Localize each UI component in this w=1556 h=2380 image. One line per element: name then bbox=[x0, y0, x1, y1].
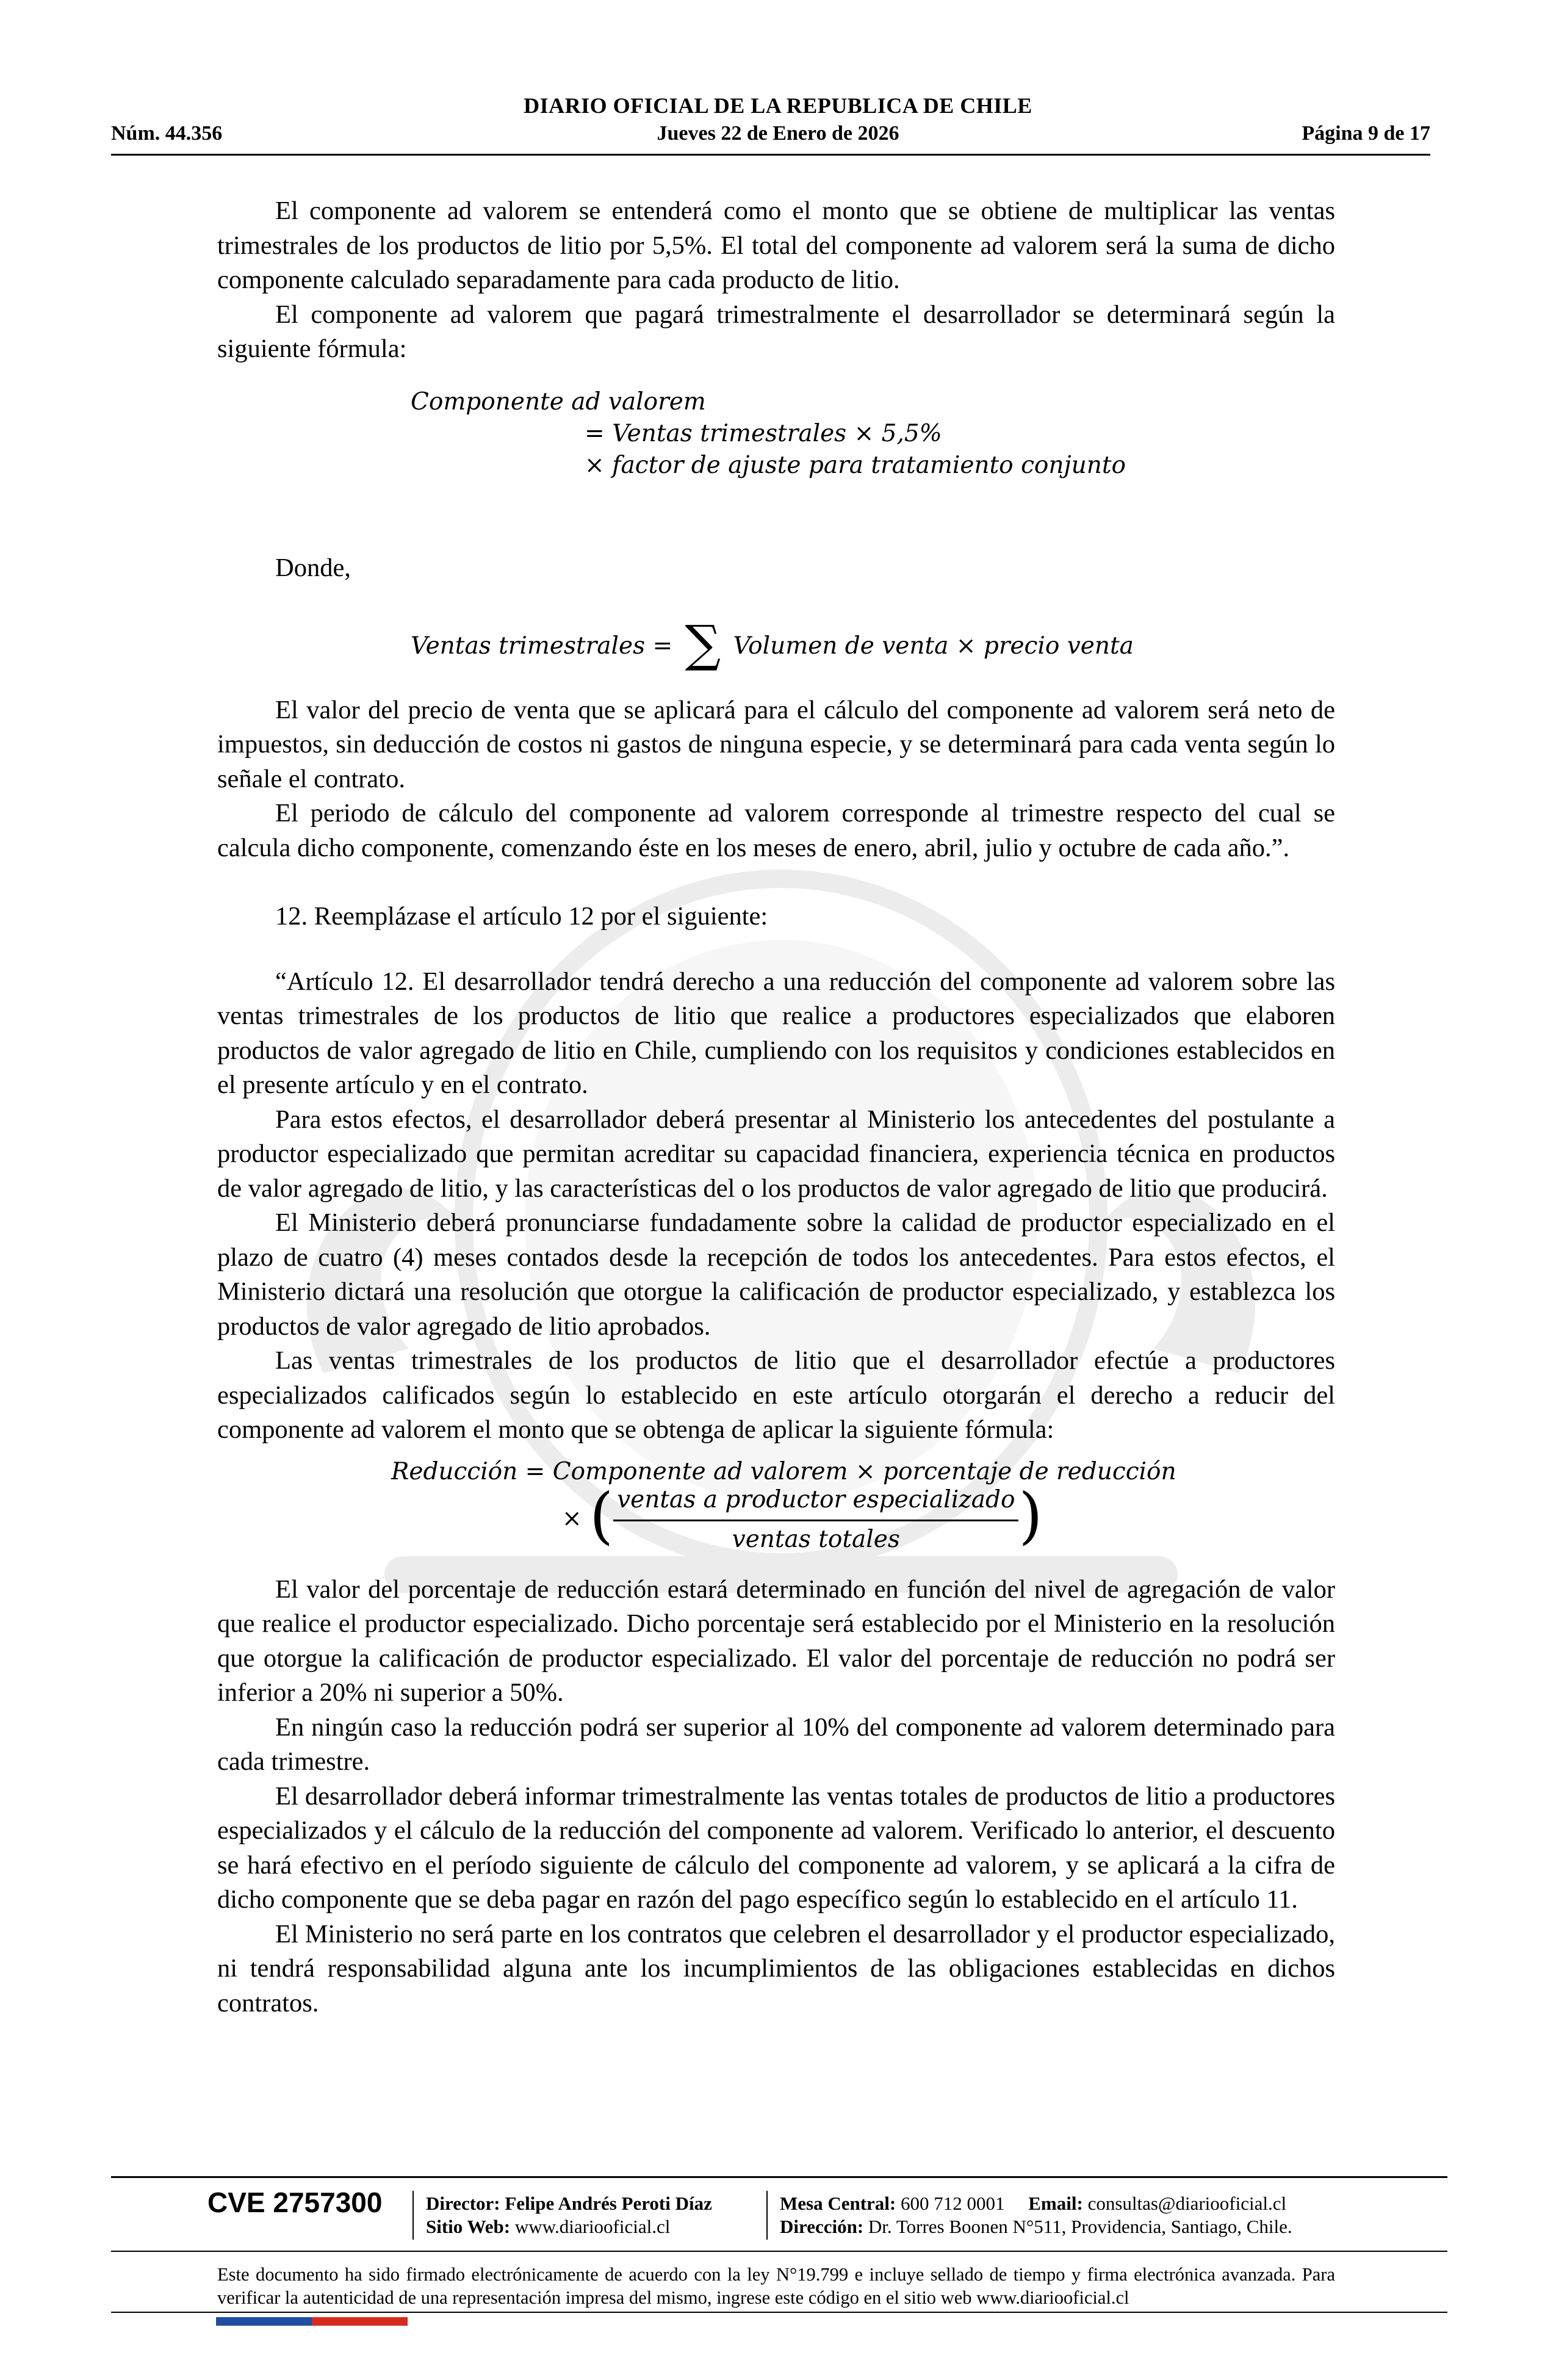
address-label: Dirección: bbox=[780, 2216, 864, 2237]
right-paren-icon: ) bbox=[1018, 1480, 1043, 1552]
fraction-denominator: ventas totales bbox=[732, 1526, 900, 1553]
spacer bbox=[217, 865, 1335, 900]
fraction bbox=[613, 1483, 1018, 1557]
paragraph: Para estos efectos, el desarrollador deberá presentar al Ministerio los antecedentes del postulante a productor especializado que permitan acreditar su capacidad financiera, experiencia técnica en productos de valor agregado de litio, y las características del o los productos de valor agregado de litio que producirá. bbox=[217, 1105, 1335, 1203]
header-divider bbox=[111, 154, 1430, 156]
paragraph: En ningún caso la reducción podrá ser superior al 10% del componente ad valorem determinado para cada trimestre. bbox=[217, 1712, 1335, 1776]
formula-line: Componente ad valorem bbox=[411, 388, 706, 416]
paragraph: El valor del precio de venta que se aplicará para el cálculo del componente ad valorem será neto de impuestos, sin deducción de costos ni gastos de ninguna especie, y se determinará para cada venta según lo señale el contrato. bbox=[217, 695, 1335, 793]
formula-line bbox=[411, 615, 1134, 673]
document-body bbox=[217, 194, 1335, 2021]
footer-separator bbox=[766, 2191, 768, 2240]
issue-number: Núm. 44.356 bbox=[111, 122, 223, 145]
legal-notice: Este documento ha sido firmado electrónicamente de acuerdo con la ley N°19.799 e incluye sellado de tiempo y firma electrónica avanzada. Para verificar la autenticidad de una representación impresa del mismo, ingrese este código en el sitio web www.diariooficial.cl bbox=[217, 2264, 1335, 2308]
paragraph: El componente ad valorem se entenderá como el monto que se obtiene de multiplicar las ventas trimestrales de los productos de litio por 5,5%. El total del componente ad valorem será la suma de dicho componente calculado separadamente para cada producto de litio. bbox=[217, 197, 1335, 294]
formula-rhs: Volumen de venta × precio venta bbox=[733, 632, 1134, 660]
formula-reduccion bbox=[217, 1448, 1335, 1573]
formula-ventas-trimestrales bbox=[217, 615, 1335, 693]
flag-stripe bbox=[216, 2317, 408, 2326]
mesa-label: Mesa Central: bbox=[780, 2193, 896, 2214]
paragraph: El Ministerio no será parte en los contratos que celebren el desarrollador y el productor especializado, ni tendrá responsabilidad alguna ante los incumplimientos de las obligaciones establecidas en dichos contratos. bbox=[217, 1919, 1335, 2018]
summation-icon: ∑ bbox=[685, 615, 721, 673]
donde-label: Donde, bbox=[275, 553, 351, 582]
fraction-numerator: ventas a productor especializado bbox=[613, 1483, 1018, 1522]
site-label: Sitio Web: bbox=[426, 2216, 511, 2237]
address-value: Dr. Torres Boonen N°511, Providencia, Santiago, Chile. bbox=[868, 2216, 1292, 2237]
flag-blue-stripe bbox=[216, 2317, 312, 2326]
cve-code: CVE 2757300 bbox=[207, 2187, 383, 2218]
director-label: Director: Felipe Andrés Peroti Díaz bbox=[426, 2193, 712, 2214]
paragraph: El Ministerio deberá pronunciarse fundadamente sobre la calidad de productor especializado en el plazo de cuatro (4) meses contados desde la recepción de todos los antecedentes. Para estos efectos, el Ministerio dictará una resolución que otorgue la calificación de productor especializado, y establezca los productos de valor agregado de litio aprobados. bbox=[217, 1208, 1335, 1341]
formula-ad-valorem bbox=[217, 367, 1335, 550]
site-link[interactable]: www.diariooficial.cl bbox=[514, 2216, 671, 2237]
page-indicator: Página 9 de 17 bbox=[1302, 122, 1430, 145]
spacer bbox=[217, 934, 1335, 965]
footer-separator bbox=[412, 2191, 414, 2240]
formula-line: Reducción = Componente ad valorem × porcentaje de reducción bbox=[391, 1457, 1176, 1485]
flag-red-stripe bbox=[312, 2317, 408, 2326]
paragraph: El desarrollador deberá informar trimestralmente las ventas totales de productos de litio a productores especializados y el cálculo de la reducción del componente ad valorem. Verificado lo anterior, el descuento se hará efectivo en el período siguiente de cálculo del componente ad valorem, y se aplicará a la cifra de dicho componente que se deba pagar en razón del pago específico según lo establecido en el artículo 11. bbox=[217, 1781, 1335, 1914]
formula-line bbox=[562, 1480, 1043, 1557]
email-link[interactable]: consultas@diariooficial.cl bbox=[1087, 2193, 1287, 2214]
footer-divider bbox=[111, 2251, 1447, 2252]
paragraph: El periodo de cálculo del componente ad valorem corresponde al trimestre respecto del cual se calcula dicho componente, comenzando éste en los meses de enero, abril, julio y octubre de cada año.”. bbox=[217, 799, 1335, 862]
email-label: Email: bbox=[1028, 2193, 1083, 2214]
footer-director-block bbox=[426, 2192, 712, 2238]
footer-divider bbox=[111, 2312, 1447, 2313]
footer-divider bbox=[111, 2176, 1447, 2178]
mesa-phone: 600 712 0001 bbox=[901, 2193, 1005, 2214]
times-symbol: × bbox=[562, 1504, 582, 1532]
formula-lhs: Ventas trimestrales = bbox=[411, 632, 673, 660]
issue-date: Jueves 22 de Enero de 2026 bbox=[657, 122, 899, 145]
paragraph: El componente ad valorem que pagará trimestralmente el desarrollador se determinará según la siguiente fórmula: bbox=[217, 300, 1335, 363]
left-paren-icon: ( bbox=[589, 1480, 614, 1552]
formula-line: = Ventas trimestrales × 5,5% bbox=[585, 419, 942, 447]
newspaper-title: DIARIO OFICIAL DE LA REPUBLICA DE CHILE bbox=[524, 93, 1032, 118]
paragraph-heading: 12. Reemplázase el artículo 12 por el siguiente: bbox=[275, 902, 768, 931]
formula-line: × factor de ajuste para tratamiento conjunto bbox=[585, 451, 1126, 479]
paragraph: Las ventas trimestrales de los productos de litio que el desarrollador efectúe a productores especializados calificados según lo establecido en este artículo otorgarán el derecho a reducir del componente ad valorem el monto que se obtenga de aplicar la siguiente fórmula: bbox=[217, 1346, 1335, 1444]
paragraph: “Artículo 12. El desarrollador tendrá derecho a una reducción del componente ad valorem sobre las ventas trimestrales de los productos de litio que realice a productores especializados que elaboren productos de valor agregado de litio en Chile, cumpliendo con los requisitos y condiciones establecidos en el presente artículo y en el contrato. bbox=[217, 967, 1335, 1099]
footer-contact-block bbox=[780, 2192, 1292, 2238]
paragraph: El valor del porcentaje de reducción estará determinado en función del nivel de agregación de valor que realice el productor especializado. Dicho porcentaje será establecido por el Ministerio en la resolución que otorgue la calificación de productor especializado. El valor del porcentaje de reducción no podrá ser inferior a 20% ni superior a 50%. bbox=[217, 1574, 1335, 1707]
